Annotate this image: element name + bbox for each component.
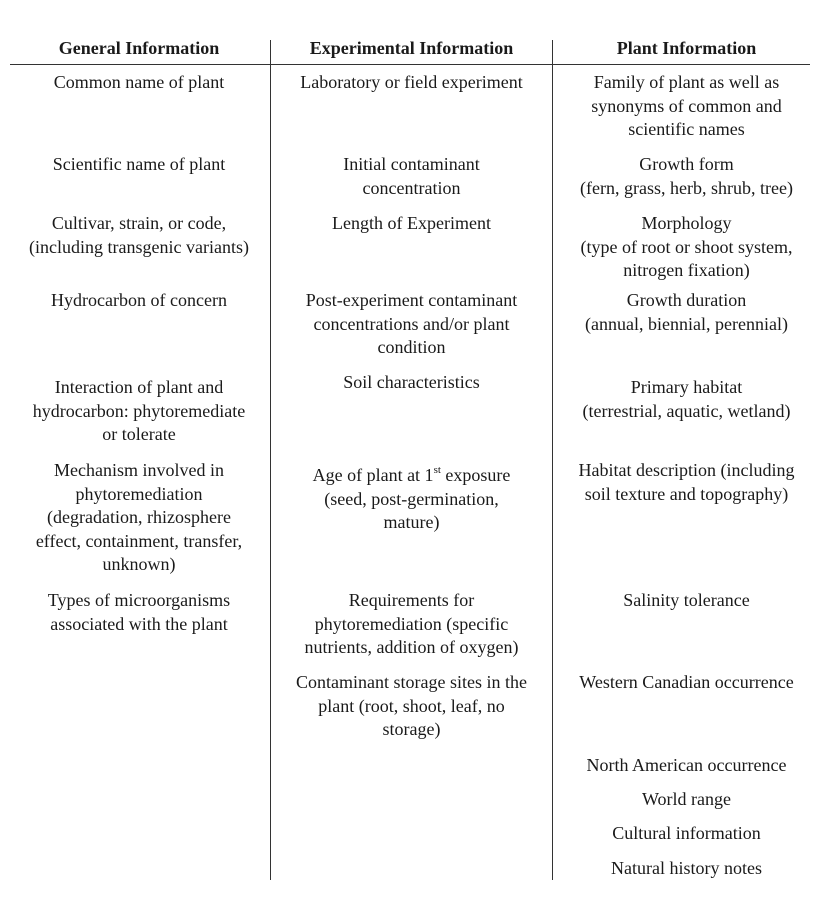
table-cell: North American occurrence [586, 755, 787, 775]
table-cell: Age of plant at 1st exposure (seed, post-germination, mature) [271, 464, 552, 535]
table-cell: Natural history notes [611, 858, 762, 878]
table-cell: Mechanism involved in phytoremediation (degradation, rhizosphere effect, containment, transfer, unknown) [35, 460, 243, 574]
age-of-plant-line: Age of plant at 1st exposure [312, 464, 511, 485]
table-cell: Laboratory or field experiment [300, 72, 523, 92]
table-cell: Requirements for phytoremediation (specific nutrients, addition of oxygen) [304, 590, 519, 657]
general-header: General Information [58, 38, 220, 58]
plant-column [553, 0, 820, 901]
experimental-header: Experimental Information [309, 38, 514, 58]
plant-header: Plant Information [616, 38, 757, 58]
table-cell: Contaminant storage sites in the plant (root, shoot, leaf, no storage) [296, 672, 527, 739]
table-cell: Types of microorganisms associated with the plant [47, 590, 231, 634]
table-cell: World range [641, 789, 731, 809]
table-cell: Primary habitat (terrestrial, aquatic, wetland) [582, 377, 791, 421]
table-cell: Morphology (type of root or shoot system, nitrogen fixation) [580, 213, 793, 280]
table-cell: Western Canadian occurrence [579, 672, 794, 692]
table-cell: Post-experiment contaminant concentrations and/or plant condition [305, 290, 518, 357]
table-cell: Scientific name of plant [52, 154, 226, 174]
table-cell: Growth form (fern, grass, herb, shrub, tree) [580, 154, 793, 198]
table-cell: Cultivar, strain, or code, (including transgenic variants) [29, 213, 249, 257]
table-cell: Length of Experiment [332, 213, 491, 233]
table-cell: Common name of plant [53, 72, 225, 92]
table-cell: Initial contaminant concentration [343, 154, 480, 198]
experimental-column [271, 0, 552, 901]
table-cell: Hydrocarbon of concern [51, 290, 227, 310]
table-cell: Family of plant as well as synonyms of common and scientific names [591, 72, 782, 139]
table-cell: Interaction of plant and hydrocarbon: phytoremediate or tolerate [32, 377, 246, 444]
table-cell: Cultural information [612, 823, 761, 843]
general-column [8, 0, 270, 901]
table-cell: Habitat description (including soil texture and topography) [578, 460, 795, 504]
table-cell: Salinity tolerance [623, 590, 750, 610]
table-cell: Growth duration (annual, biennial, perennial) [585, 290, 788, 334]
table-cell: Soil characteristics [343, 372, 480, 392]
